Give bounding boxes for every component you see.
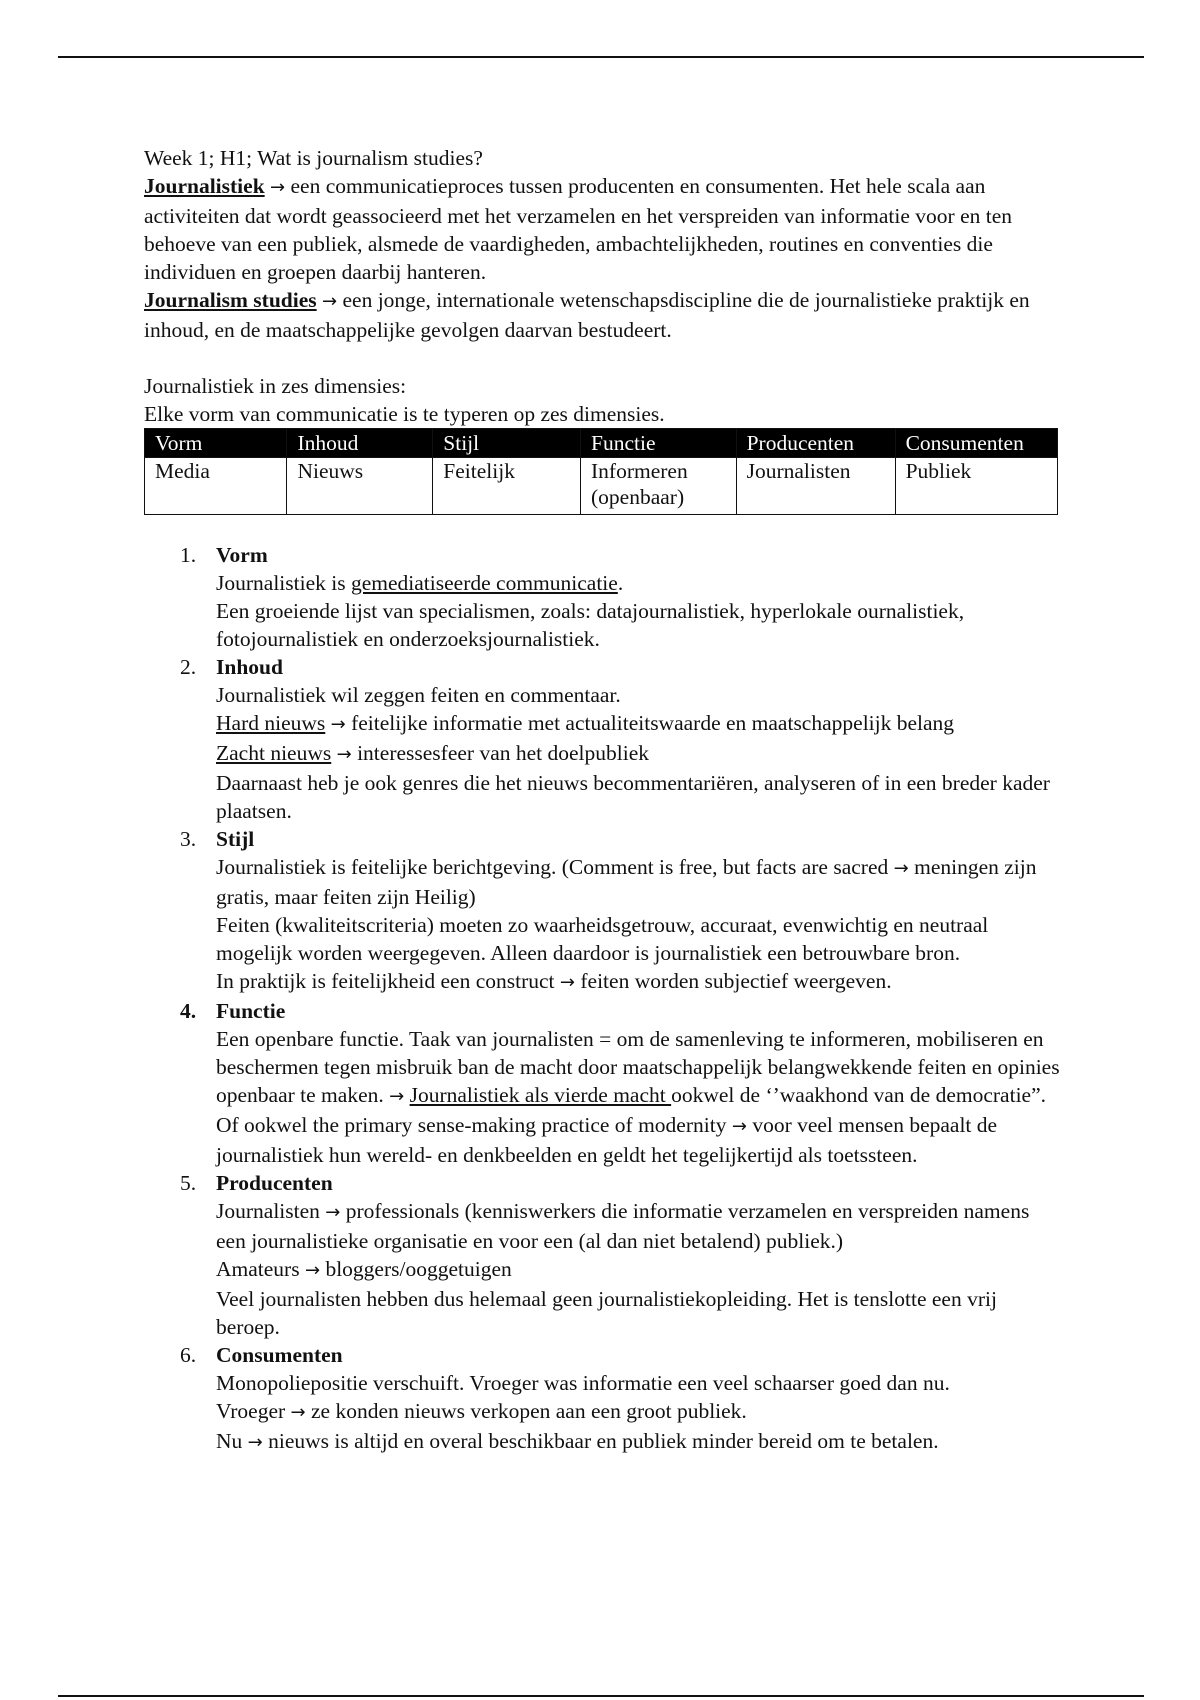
- dimensions-table: [144, 428, 1058, 515]
- list-item-vorm: Vorm Journalistiek is gemediatiseerde communicatie. Een groeiende lijst van specialismen, zoals: datajournalistiek, hyperlokale ournalistiek, fotojournalistiek en onderzoeksjournalistiek.: [216, 541, 1064, 653]
- table-cell: Publiek: [895, 458, 1057, 515]
- definition-journalistiek: Journalistiek → een communicatieproces tussen producenten en consumenten. Het hele scala aan activiteiten dat wordt geassocieerd met het verzamelen en het verspreiden van informatie voor en ten behoeve van een publiek, alsmede de vaardigheden, ambachtelijkheden, routines en conventies die individuen en groepen daarbij hanteren.: [144, 174, 1012, 284]
- table-row: [145, 458, 1058, 515]
- list-item-inhoud: Inhoud Journalistiek wil zeggen feiten en commentaar. Hard nieuws → feitelijke informatie met actualiteitswaarde en maatschappelijk belang Zacht nieuws → interessesfeer van het doelpubliek Daarnaast heb je ook genres die het nieuws becommentariëren, analyseren of in een breder kader plaatsen.: [216, 653, 1064, 825]
- table-header: Consumenten: [895, 429, 1057, 458]
- table-header: Functie: [581, 429, 737, 458]
- table-cell: Feitelijk: [433, 458, 581, 515]
- arrow-icon: →: [304, 1260, 321, 1281]
- table-header: Stijl: [433, 429, 581, 458]
- list-item-consumenten: Consumenten Monopoliepositie verschuift. Vroeger was informatie een veel schaarser goed dan nu. Vroeger → ze konden nieuws verkopen aan een groot publiek. Nu → nieuws is altijd en overal beschikbaar en publiek minder bereid om te betalen.: [216, 1341, 1064, 1457]
- table-cell: Journalisten: [736, 458, 895, 515]
- arrow-icon: →: [893, 858, 909, 879]
- arrow-icon: →: [731, 1116, 747, 1137]
- intro-line-1: Journalistiek in zes dimensies:: [144, 374, 407, 398]
- arrow-icon: →: [290, 1402, 306, 1423]
- term-journalistiek: Journalistiek: [144, 174, 265, 198]
- list-item-heading: Inhoud: [216, 655, 283, 679]
- arrow-icon: →: [389, 1086, 405, 1107]
- table-header: Producenten: [736, 429, 895, 458]
- definition-journalism-studies: Journalism studies → een jonge, internationale wetenschapsdiscipline die de journalistieke praktijk en inhoud, en de maatschappelijke gevolgen daarvan bestudeert.: [144, 288, 1030, 342]
- dimensions-list: [144, 541, 1064, 1457]
- top-rule: [58, 56, 1144, 58]
- page-title: Week 1; H1; Wat is journalism studies?: [144, 146, 483, 170]
- list-item-functie: Functie Een openbare functie. Taak van journalisten = om de samenleving te informeren, mobiliseren en beschermen tegen misbruik ban de macht door maatschappelijk belangwekkende feiten en opinies openbaar te maken. → Journalistiek als vierde macht ookwel de ‘’waakhond van de democratie”. Of ookwel the primary sense-making practice of modernity → voor veel mensen bepaalt de journalistiek hun wereld- en denkbeelden en geldt het tegelijkertijd als toetssteen.: [216, 997, 1064, 1169]
- arrow-icon: →: [330, 714, 346, 735]
- term-journalism-studies: Journalism studies: [144, 288, 317, 312]
- arrow-icon: →: [322, 291, 338, 312]
- arrow-icon: →: [336, 744, 352, 765]
- list-item-heading: Vorm: [216, 543, 268, 567]
- table-header: Inhoud: [287, 429, 433, 458]
- arrow-icon: →: [325, 1202, 341, 1223]
- table-cell: Media: [145, 458, 287, 515]
- list-item-heading: Producenten: [216, 1171, 333, 1195]
- arrow-icon: →: [247, 1432, 263, 1453]
- arrow-icon: →: [559, 972, 575, 993]
- table-cell: Nieuws: [287, 458, 433, 515]
- document-page: [144, 144, 1064, 1457]
- table-header-row: [145, 429, 1058, 458]
- arrow-icon: →: [270, 177, 286, 198]
- list-item-producenten: Producenten Journalisten → professionals (kenniswerkers die informatie verzamelen en verspreiden namens een journalistieke organisatie en voor een (al dan niet betalend) publiek.) Amateurs → bloggers/ooggetuigen Veel journalisten hebben dus helemaal geen journalistiekopleiding. Het is tenslotte een vrij beroep.: [216, 1169, 1064, 1341]
- table-header: Vorm: [145, 429, 287, 458]
- list-item-stijl: Stijl Journalistiek is feitelijke berichtgeving. (Comment is free, but facts are sacred → meningen zijn gratis, maar feiten zijn Heilig) Feiten (kwaliteitscriteria) moeten zo waarheidsgetrouw, accuraat, evenwichtig en neutraal mogelijk worden weergegeven. Alleen daardoor is journalistiek een betrouwbare bron. In praktijk is feitelijkheid een construct → feiten worden subjectief weergeven.: [216, 825, 1064, 997]
- list-item-heading: Functie: [216, 999, 286, 1023]
- table-cell: Informeren (openbaar): [581, 458, 737, 515]
- list-item-heading: Consumenten: [216, 1343, 343, 1367]
- bottom-rule: [58, 1695, 1144, 1697]
- list-item-heading: Stijl: [216, 827, 255, 851]
- intro-line-2: Elke vorm van communicatie is te typeren op zes dimensies.: [144, 402, 665, 426]
